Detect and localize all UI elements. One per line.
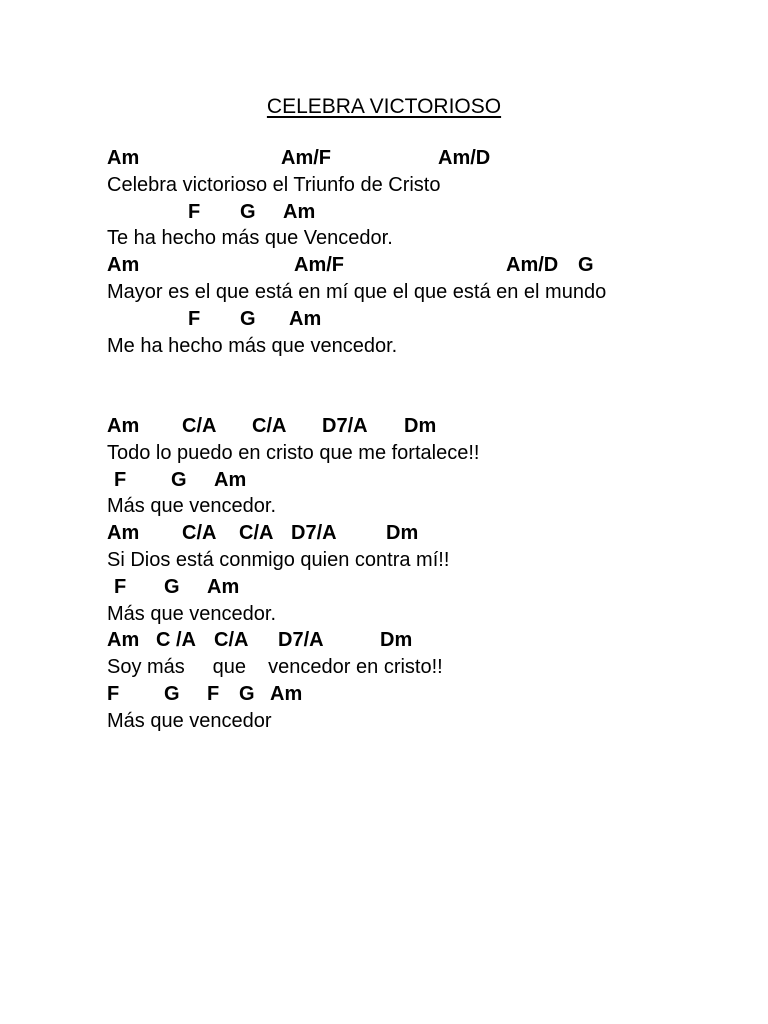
chord: Am [214,468,247,491]
chord: Dm [404,414,437,437]
chord: Am [289,307,322,330]
chord: C/A [182,522,217,545]
chord-line [107,681,747,708]
chord: Am [107,414,140,437]
chord-line [107,467,747,494]
chord: G [240,307,256,330]
lyric-line: Me ha hecho más que vencedor. [107,334,398,357]
chord: Am/F [294,254,344,277]
chord: C/A [214,629,249,652]
chord: G [171,468,187,491]
chord: Am/F [281,147,331,169]
blank-line [107,359,747,386]
lyric-line: Todo lo puedo en cristo que me fortalece!! [107,441,480,464]
lyric-line: Soy más que vencedor en cristo!! [107,656,443,679]
chord: C/A [239,522,274,545]
chord: F [107,682,120,705]
chord: Dm [386,522,419,545]
blank-line [107,386,747,413]
chord: D7/A [291,522,337,545]
chord-line [107,520,747,547]
chord: Am [107,629,140,652]
chord-line [107,627,747,654]
chord: Am [107,147,140,169]
chord: F [188,307,201,330]
chord-line [107,145,747,172]
chord: G [164,575,180,598]
chord: Am/D [506,254,559,277]
chord: Am [107,254,140,277]
chord: D7/A [322,414,368,437]
chord: F [114,575,127,598]
chord: G [164,682,180,705]
chord: C/A [182,414,217,437]
chord: Am [270,682,303,705]
chord-line [107,252,747,279]
chord: Am [207,575,240,598]
chord: Am [107,522,140,545]
song-body [107,145,747,735]
lyric-line: Más que vencedor. [107,602,276,625]
lyric-line: Mayor es el que está en mí que el que está en el mundo [107,280,607,303]
chord: G [240,200,256,223]
lyric-line: Más que vencedor [107,709,272,732]
chord: C /A [156,629,196,652]
lyric-line: Si Dios está conmigo quien contra mí!! [107,548,450,571]
chord: G [239,682,255,705]
chord-line [107,306,747,333]
lyric-line: Te ha hecho más que Vencedor. [107,227,393,250]
chord: F [188,200,201,223]
chord: Dm [380,629,413,652]
chord: Am/D [438,147,491,169]
chord-line [107,413,747,440]
lyric-line: Más que vencedor. [107,495,276,518]
chord: D7/A [278,629,324,652]
song-title: CELEBRA VICTORIOSO [266,95,502,118]
chord: C/A [252,414,287,437]
chord: F [114,468,127,491]
chord-line [107,574,747,601]
chord: G [578,254,594,277]
chord: F [207,682,220,705]
chord-line [107,199,747,226]
chord: Am [283,200,316,223]
lyric-line: Celebra victorioso el Triunfo de Cristo [107,173,441,196]
